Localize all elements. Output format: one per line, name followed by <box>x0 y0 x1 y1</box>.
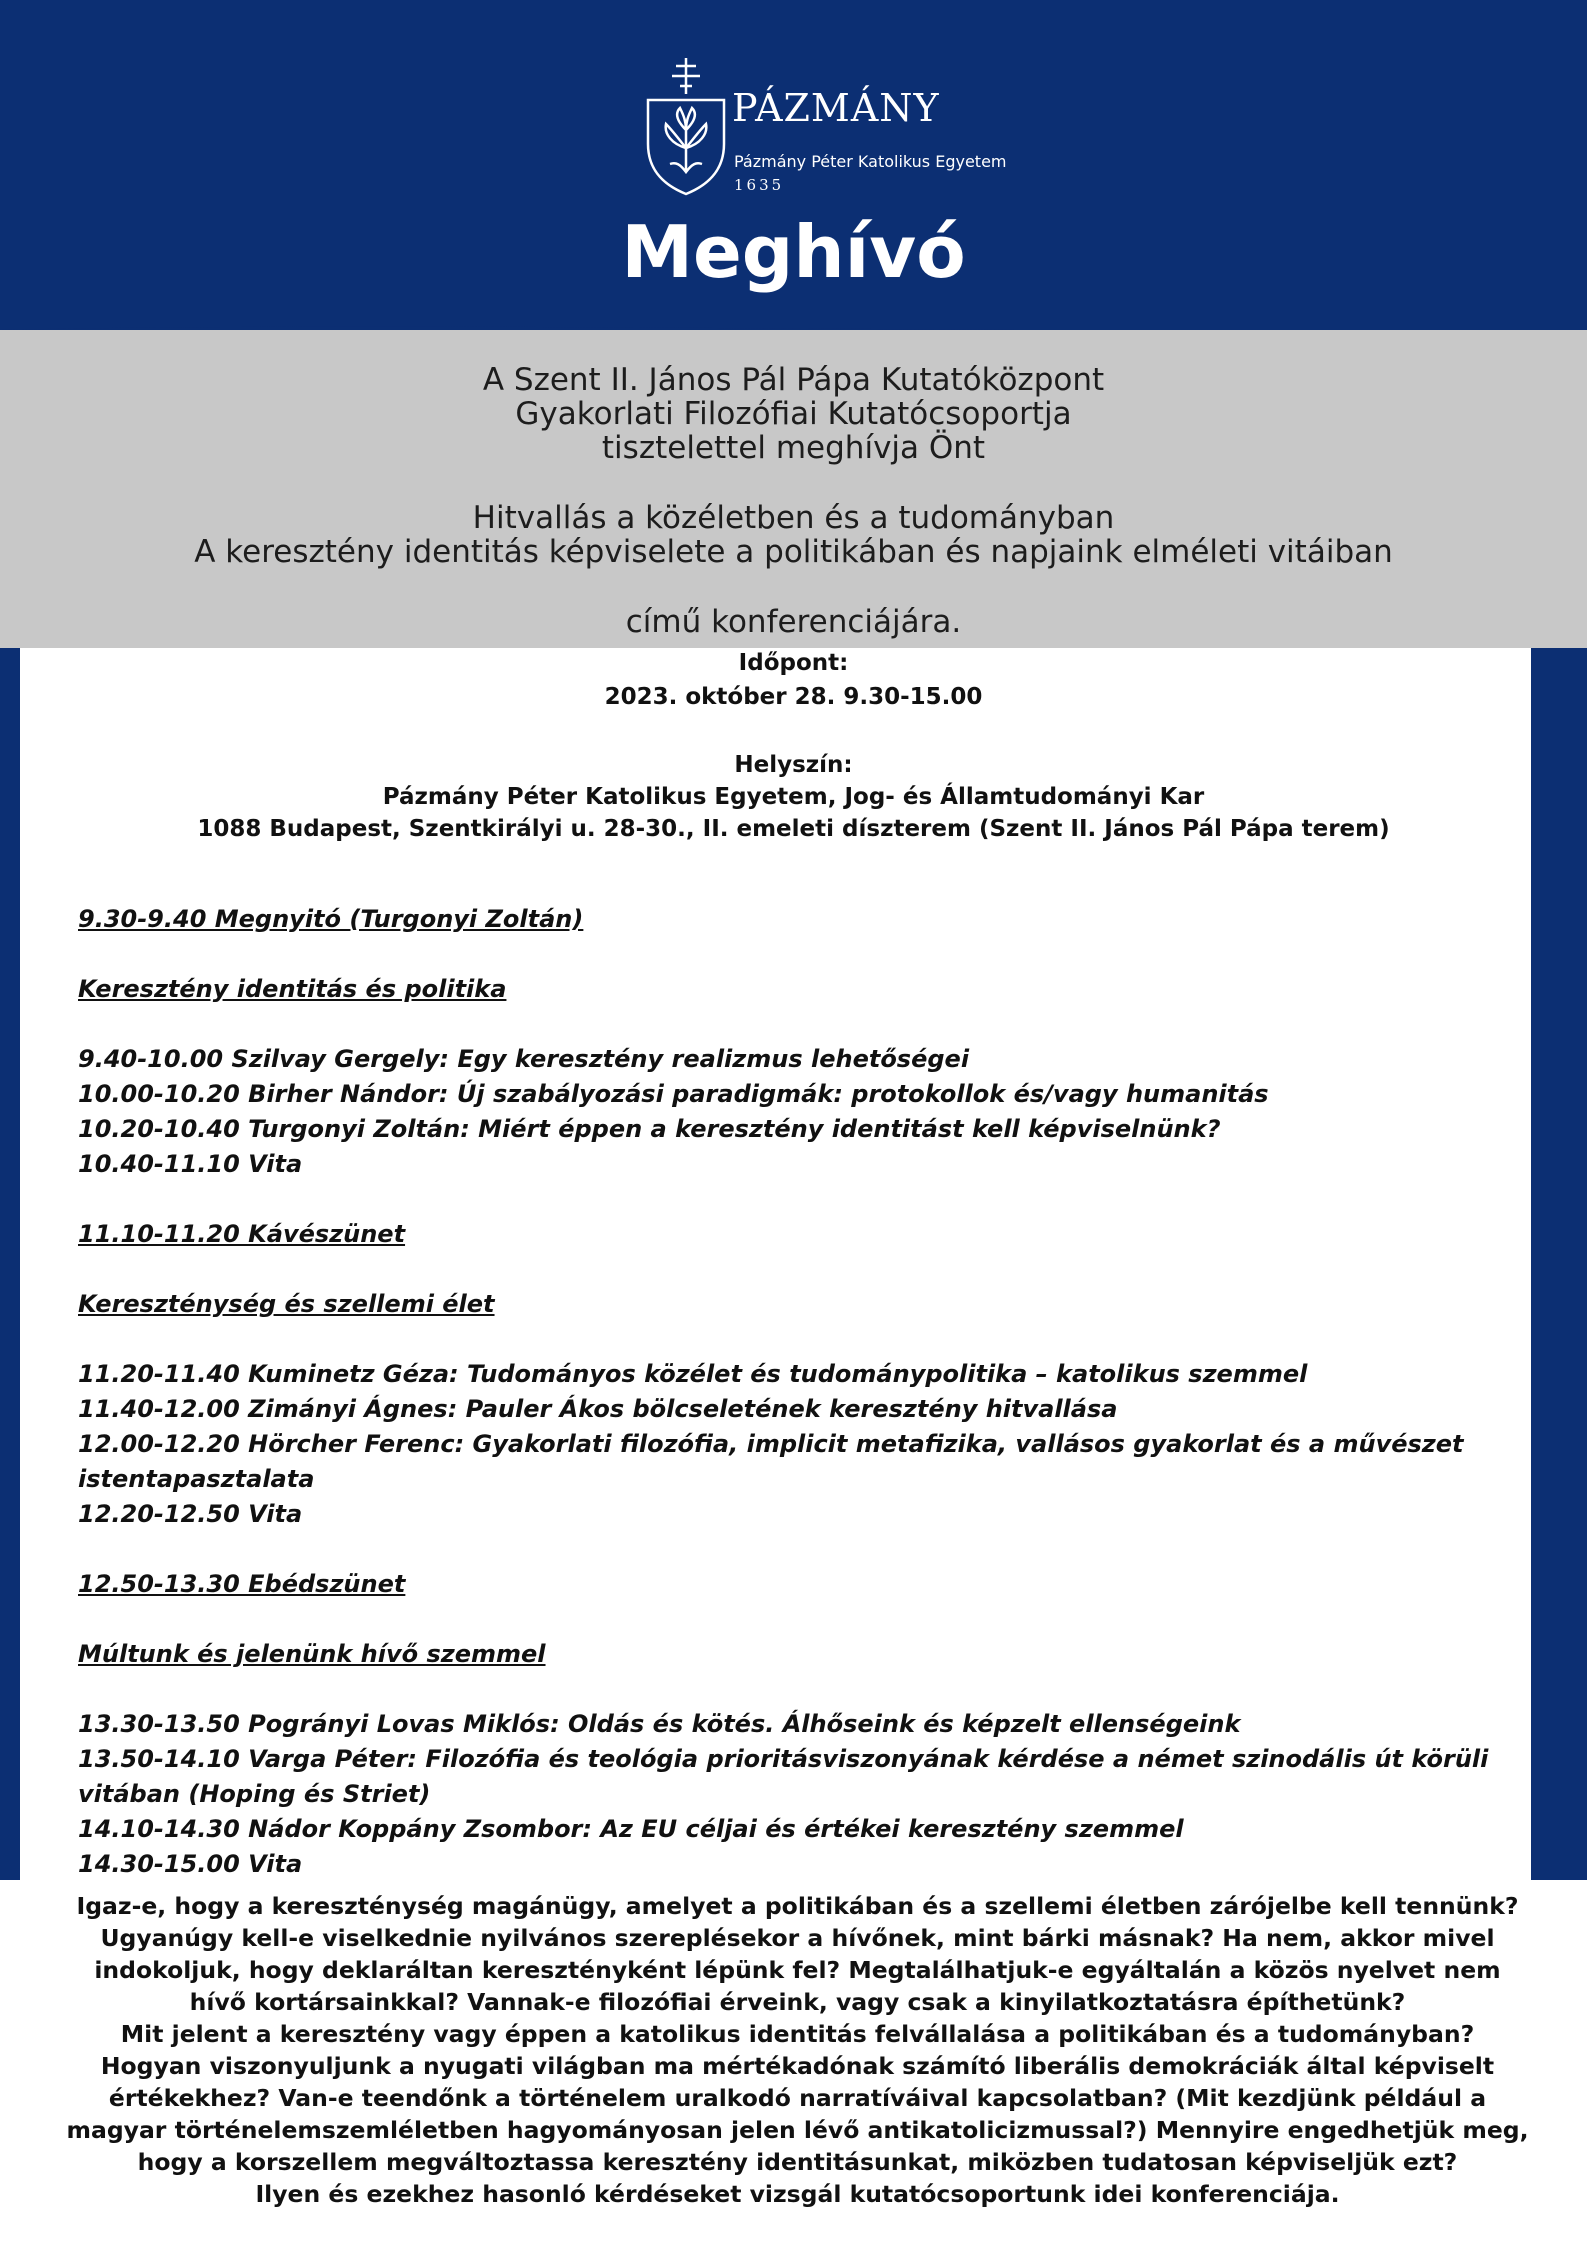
section-2-title: Kereszténység és szellemi élet <box>78 1290 495 1318</box>
question-line: értékekhez? Van-e teendőnk a történelem uralkodó narratíváival kapcsolatban? (Mit kezdjünk például a <box>108 2084 1487 2112</box>
question-line: indokoljuk, hogy deklaráltan keresztényként lépünk fel? Megtalálhatjuk-e egyáltalán a közös nyelvet nem <box>94 1956 1501 1984</box>
intro-line-3: tisztelettel meghívja Önt <box>601 430 986 466</box>
place-label: Helyszín: <box>734 752 853 778</box>
list-item: istentapasztalata <box>78 1465 315 1493</box>
intro-line-2: Gyakorlati Filozófiai Kutatócsoportja <box>515 396 1072 432</box>
list-item: vitában (Hoping és Striet) <box>78 1780 431 1808</box>
place-line-2: 1088 Budapest, Szentkirályi u. 28-30., II. emeleti díszterem (Szent II. János Pál Pápa terem) <box>197 816 1390 842</box>
page-title: Meghívó <box>621 210 966 294</box>
time-value: 2023. október 28. 9.30-15.00 <box>604 684 983 710</box>
section-3-title: Múltunk és jelenünk hívő szemmel <box>78 1640 546 1668</box>
list-item: 10.20-10.40 Turgonyi Zoltán: Miért éppen a keresztény identitást kell képviselnünk? <box>78 1115 1221 1143</box>
logo-subname: Pázmány Péter Katolikus Egyetem <box>734 152 1007 171</box>
crest-icon <box>640 52 732 198</box>
break-1: 11.10-11.20 Kávészünet <box>78 1220 406 1248</box>
logo-year: 1635 <box>734 176 785 194</box>
conference-title: Hitvallás a közéletben és a tudományban <box>472 500 1115 536</box>
place-line-1: Pázmány Péter Katolikus Egyetem, Jog- és Államtudományi Kar <box>382 784 1205 810</box>
program <box>78 902 1508 1882</box>
question-line: Ilyen és ezekhez hasonló kérdéseket vizsgál kutatócsoportunk idei konferenciája. <box>255 2180 1340 2208</box>
question-line: Igaz-e, hogy a kereszténység magánügy, amelyet a politikában és a szellemi életben zárójelbe kell tennünk? <box>76 1892 1519 1920</box>
question-line: Hogyan viszonyuljunk a nyugati világban ma mértékadónak számító liberális demokráciák által képviselt <box>100 2052 1495 2080</box>
list-item: 11.40-12.00 Zimányi Ágnes: Pauler Ákos bölcseletének keresztény hitvallása <box>78 1395 1118 1423</box>
program-opening: 9.30-9.40 Megnyitó (Turgonyi Zoltán) <box>78 905 584 933</box>
questions-paragraph <box>60 1890 1535 2210</box>
question-line: Mit jelent a keresztény vagy éppen a katolikus identitás felvállalása a politikában és a tudományban? <box>120 2020 1475 2048</box>
question-line: hogy a korszellem megváltoztassa keresztény identitásunkat, miközben tudatosan képviseljük ezt? <box>137 2148 1458 2176</box>
intro-band <box>0 330 1587 648</box>
list-item: 10.40-11.10 Vita <box>78 1150 303 1178</box>
list-item: 10.00-10.20 Birher Nándor: Új szabályozási paradigmák: protokollok és/vagy humanitás <box>78 1080 1269 1108</box>
list-item: 14.10-14.30 Nádor Koppány Zsombor: Az EU céljai és értékei keresztény szemmel <box>78 1815 1184 1843</box>
logo-brand: PÁZMÁNY <box>732 86 940 130</box>
list-item: 9.40-10.00 Szilvay Gergely: Egy keresztény realizmus lehetőségei <box>78 1045 970 1073</box>
list-item: 12.20-12.50 Vita <box>78 1500 303 1528</box>
conference-subtitle: A keresztény identitás képviselete a politikában és napjaink elméleti vitáiban <box>194 534 1393 570</box>
list-item: 13.30-13.50 Pogrányi Lovas Miklós: Oldás és kötés. Álhőseink és képzelt ellenségeink <box>78 1710 1241 1738</box>
list-item: 12.00-12.20 Hörcher Ferenc: Gyakorlati filozófia, implicit metafizika, vallásos gyakorlat és a művészet <box>78 1430 1464 1458</box>
time-label: Időpont: <box>738 650 849 676</box>
question-line: Ugyanúgy kell-e viselkednie nyilvános szereplésekor a hívőnek, mint bárki másnak? Ha nem, akkor mivel <box>100 1924 1495 1952</box>
list-item: 11.20-11.40 Kuminetz Géza: Tudományos közélet és tudománypolitika – katolikus szemmel <box>78 1360 1308 1388</box>
conference-suffix: című konferenciájára. <box>625 604 962 640</box>
intro-line-1: A Szent II. János Pál Pápa Kutatóközpont <box>482 362 1105 398</box>
university-logo <box>640 52 1007 202</box>
list-item: 14.30-15.00 Vita <box>78 1850 303 1878</box>
question-line: magyar történelemszemléletben hagyományosan jelen lévő antikatolicizmussal?) Mennyire engedhetjük meg, <box>66 2116 1529 2144</box>
list-item: 13.50-14.10 Varga Péter: Filozófia és teológia prioritásviszonyának kérdése a német szinodális út körüli <box>78 1745 1489 1773</box>
break-2: 12.50-13.30 Ebédszünet <box>78 1570 406 1598</box>
question-line: hívő kortársainkkal? Vannak-e filozófiai érveink, vagy csak a kinyilatkoztatásra építhetünk? <box>189 1988 1406 2016</box>
section-1-title: Keresztény identitás és politika <box>78 975 507 1003</box>
